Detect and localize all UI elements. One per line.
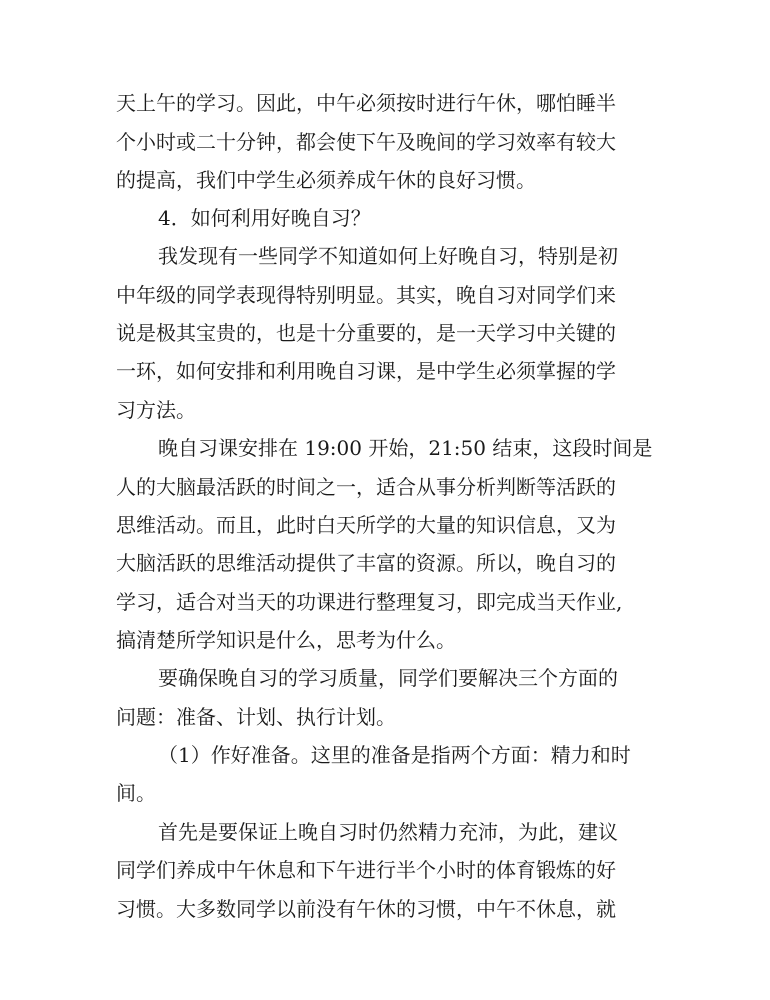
text-line: 晚自习课安排在 19:00 开始，21:50 结束，这段时间是 xyxy=(158,436,653,460)
section-heading: 4．如何利用好晚自习？ xyxy=(158,206,371,230)
text-line: （1）作好准备。这里的准备是指两个方面：精力和时 xyxy=(158,743,631,767)
text-line: 思维活动。而且，此时白天所学的大量的知识信息，又为 xyxy=(116,513,616,537)
text-line: 学习，适合对当天的功课进行整理复习，即完成当天作业, xyxy=(116,590,623,614)
text-line: 说是极其宝贵的，也是十分重要的，是一天学习中关键的 xyxy=(116,321,616,345)
text-line: 搞清楚所学知识是什么，思考为什么。 xyxy=(116,628,456,652)
text-line: 首先是要保证上晚自习时仍然精力充沛，为此，建议 xyxy=(158,820,618,844)
text-line: 人的大脑最活跃的时间之一，适合从事分析判断等活跃的 xyxy=(116,475,616,499)
text-line: 天上午的学习。因此，中午必须按时进行午休，哪怕睡半 xyxy=(116,91,616,115)
text-line: 同学们养成中午休息和下午进行半个小时的体育锻炼的好 xyxy=(116,858,616,882)
text-line: 我发现有一些同学不知道如何上好晚自习，特别是初 xyxy=(158,244,618,268)
text-line: 问题：准备、计划、执行计划。 xyxy=(116,705,396,729)
text-line: 习惯。大多数同学以前没有午休的习惯，中午不休息，就 xyxy=(116,897,616,921)
text-line: 习方法。 xyxy=(116,398,196,422)
text-line: 大脑活跃的思维活动提供了丰富的资源。所以，晚自习的 xyxy=(116,551,616,575)
text-line: 间。 xyxy=(116,781,156,805)
text-line: 个小时或二十分钟，都会使下午及晚间的学习效率有较大 xyxy=(116,130,616,154)
text-line: 中年级的同学表现得特别明显。其实，晚自习对同学们来 xyxy=(116,283,616,307)
text-line: 要确保晚自习的学习质量，同学们要解决三个方面的 xyxy=(158,666,618,690)
text-line: 一环，如何安排和利用晚自习课，是中学生必须掌握的学 xyxy=(116,359,616,383)
text-line: 的提高，我们中学生必须养成午休的良好习惯。 xyxy=(116,168,536,192)
